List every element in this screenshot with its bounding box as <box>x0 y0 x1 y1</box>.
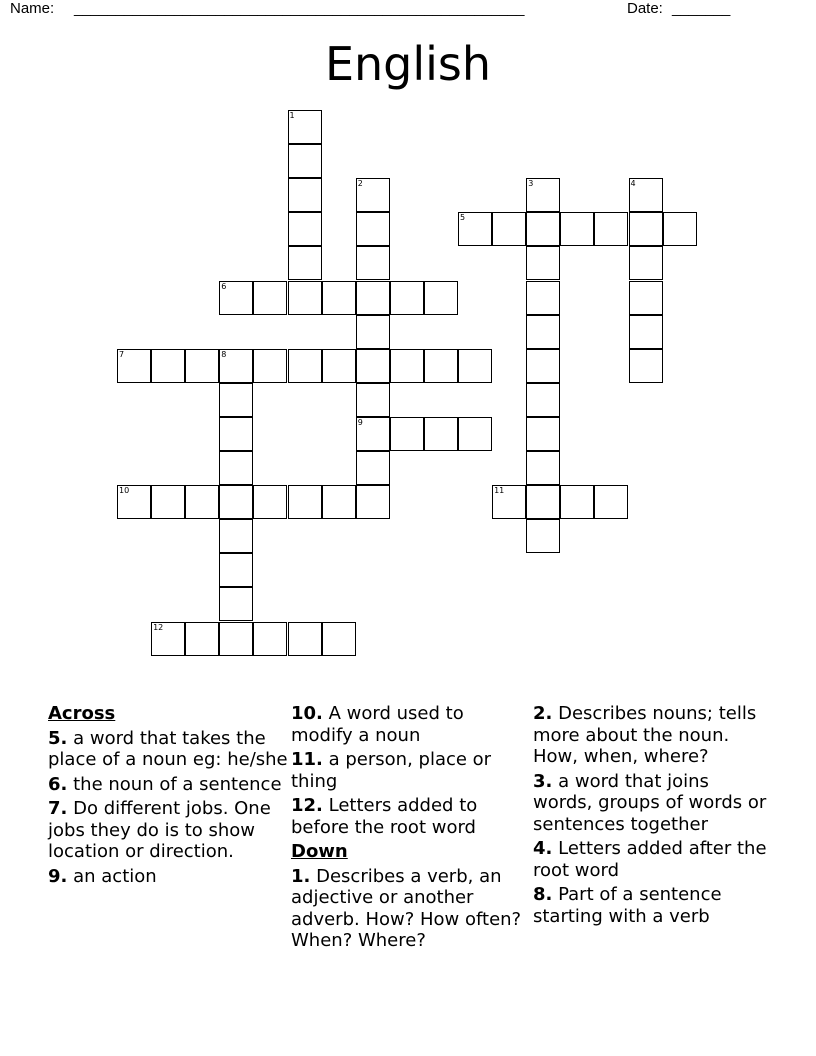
clue-item <box>533 838 773 881</box>
cell-number: 1 <box>289 111 295 120</box>
crossword-cell[interactable] <box>458 349 492 383</box>
crossword-cell[interactable] <box>424 417 458 451</box>
clue-item <box>291 703 531 746</box>
clue-number: 6. <box>48 773 68 795</box>
crossword-cell[interactable] <box>526 349 560 383</box>
crossword-cell[interactable] <box>356 451 390 485</box>
crossword-cell[interactable] <box>151 485 185 519</box>
crossword-cell[interactable] <box>322 485 356 519</box>
crossword-cell[interactable] <box>390 281 424 315</box>
crossword-cell[interactable] <box>390 417 424 451</box>
crossword-cell[interactable] <box>594 212 628 246</box>
clue-text: Letters added after the root word <box>533 838 767 881</box>
crossword-cell[interactable] <box>253 622 287 656</box>
crossword-cell[interactable] <box>356 212 390 246</box>
clue-text: the noun of a sentence <box>73 773 282 795</box>
crossword-cell[interactable] <box>560 212 594 246</box>
cell-number: 3 <box>528 179 534 189</box>
clue-number: 2. <box>533 703 553 724</box>
date-label: Date: <box>627 0 663 17</box>
name-blank: ______________________________________________________ <box>74 0 525 17</box>
clue-text: a word that takes the place of a noun eg: he/she <box>48 727 288 770</box>
clue-item <box>291 866 531 952</box>
clue-number: 7. <box>48 798 68 819</box>
cell-number: 7 <box>119 349 125 359</box>
crossword-cell[interactable] <box>219 587 253 621</box>
clue-number: 3. <box>533 770 553 792</box>
crossword-cell[interactable] <box>219 519 253 553</box>
crossword-cell[interactable] <box>219 622 253 656</box>
clue-item <box>48 866 288 888</box>
clue-item <box>533 703 773 768</box>
clue-text: Do different jobs. One jobs they do is to show location or direction. <box>48 798 271 862</box>
crossword-cell[interactable] <box>526 417 560 451</box>
cell-number: 6 <box>221 281 227 291</box>
date-blank: _______ <box>672 0 731 17</box>
crossword-cell[interactable] <box>185 485 219 519</box>
clues-column-1 <box>48 703 288 890</box>
crossword-cell[interactable] <box>458 417 492 451</box>
clue-number: 5. <box>48 727 68 749</box>
cell-number: 12 <box>153 622 164 632</box>
page-title: English <box>324 37 492 91</box>
crossword-cell[interactable] <box>288 281 322 315</box>
clue-text: a person, place or thing <box>291 749 492 792</box>
crossword-cell[interactable] <box>492 212 526 246</box>
crossword-cell[interactable] <box>185 349 219 383</box>
crossword-cell[interactable] <box>526 485 560 519</box>
clue-item <box>48 728 288 771</box>
clue-item <box>48 774 288 796</box>
clues-column-2 <box>291 703 531 955</box>
cell-number: 11 <box>494 486 505 496</box>
crossword-cell[interactable] <box>629 315 663 349</box>
clue-text: Describes a verb, an adjective or another adverb. How? How often? When? Where? <box>291 865 522 951</box>
cell-number: 2 <box>357 179 363 189</box>
crossword-cell[interactable] <box>356 485 390 519</box>
crossword-cell[interactable] <box>288 485 322 519</box>
crossword-cell[interactable] <box>288 144 322 178</box>
crossword-cell[interactable] <box>219 485 253 519</box>
clue-number: 4. <box>533 838 553 859</box>
crossword-cell[interactable] <box>356 246 390 280</box>
cell-number: 4 <box>630 179 636 189</box>
cell-number: 5 <box>460 213 466 223</box>
crossword-cell[interactable] <box>356 383 390 417</box>
clue-text: A word used to modify a noun <box>291 703 464 746</box>
crossword-cell[interactable] <box>219 553 253 587</box>
crossword-cell[interactable] <box>288 622 322 656</box>
crossword-cell[interactable] <box>526 246 560 280</box>
clue-item <box>48 798 288 863</box>
crossword-cell[interactable] <box>219 451 253 485</box>
crossword-cell[interactable] <box>356 315 390 349</box>
crossword-cell[interactable] <box>219 383 253 417</box>
crossword-cell[interactable] <box>526 451 560 485</box>
crossword-cell[interactable] <box>526 281 560 315</box>
down-heading: Down <box>291 841 348 862</box>
clues-column-3 <box>533 703 773 930</box>
clue-text: Letters added to before the root word <box>291 795 478 838</box>
crossword-cell[interactable] <box>390 349 424 383</box>
crossword-cell[interactable] <box>356 349 390 383</box>
clue-item <box>533 771 773 836</box>
clue-item <box>291 795 531 838</box>
crossword-cell[interactable] <box>322 281 356 315</box>
clue-text: Part of a sentence starting with a verb <box>533 884 722 927</box>
clue-number: 11. <box>291 749 323 770</box>
crossword-cell[interactable] <box>253 485 287 519</box>
cell-number: 8 <box>221 349 227 359</box>
clue-item <box>533 884 773 927</box>
clue-number: 9. <box>48 865 68 887</box>
crossword-cell[interactable] <box>356 281 390 315</box>
crossword-cell[interactable] <box>322 349 356 383</box>
crossword-cell[interactable] <box>322 622 356 656</box>
crossword-cell[interactable] <box>663 212 697 246</box>
crossword-cell[interactable] <box>253 349 287 383</box>
crossword-cell[interactable] <box>288 178 322 212</box>
crossword-cell[interactable] <box>288 246 322 280</box>
crossword-cell[interactable] <box>629 281 663 315</box>
across-heading: Across <box>48 703 116 724</box>
crossword-cell[interactable] <box>424 349 458 383</box>
crossword-cell[interactable] <box>185 622 219 656</box>
clue-number: 12. <box>291 795 323 816</box>
crossword-cell[interactable] <box>219 417 253 451</box>
crossword-cell[interactable] <box>288 349 322 383</box>
clue-item <box>291 749 531 792</box>
crossword-cell[interactable] <box>526 519 560 553</box>
crossword-cell[interactable] <box>288 212 322 246</box>
crossword-cell[interactable] <box>151 349 185 383</box>
clue-text: an action <box>73 865 157 887</box>
crossword-cell[interactable] <box>629 349 663 383</box>
crossword-cell[interactable] <box>629 246 663 280</box>
crossword-cell[interactable] <box>526 383 560 417</box>
clue-text: a word that joins words, groups of words or sentences together <box>533 770 767 835</box>
name-label: Name: <box>10 0 55 17</box>
crossword-cell[interactable] <box>253 281 287 315</box>
crossword-cell[interactable] <box>526 212 560 246</box>
clue-number: 8. <box>533 884 553 905</box>
crossword-cell[interactable] <box>526 315 560 349</box>
cell-number: 9 <box>357 417 363 427</box>
clue-text: Describes nouns; tells more about the noun. How, when, where? <box>533 703 757 767</box>
clue-number: 10. <box>291 703 323 724</box>
crossword-cell[interactable] <box>629 212 663 246</box>
cell-number: 10 <box>119 486 130 496</box>
clue-number: 1. <box>291 865 311 887</box>
crossword-cell[interactable] <box>560 485 594 519</box>
crossword-cell[interactable] <box>594 485 628 519</box>
crossword-cell[interactable] <box>424 281 458 315</box>
